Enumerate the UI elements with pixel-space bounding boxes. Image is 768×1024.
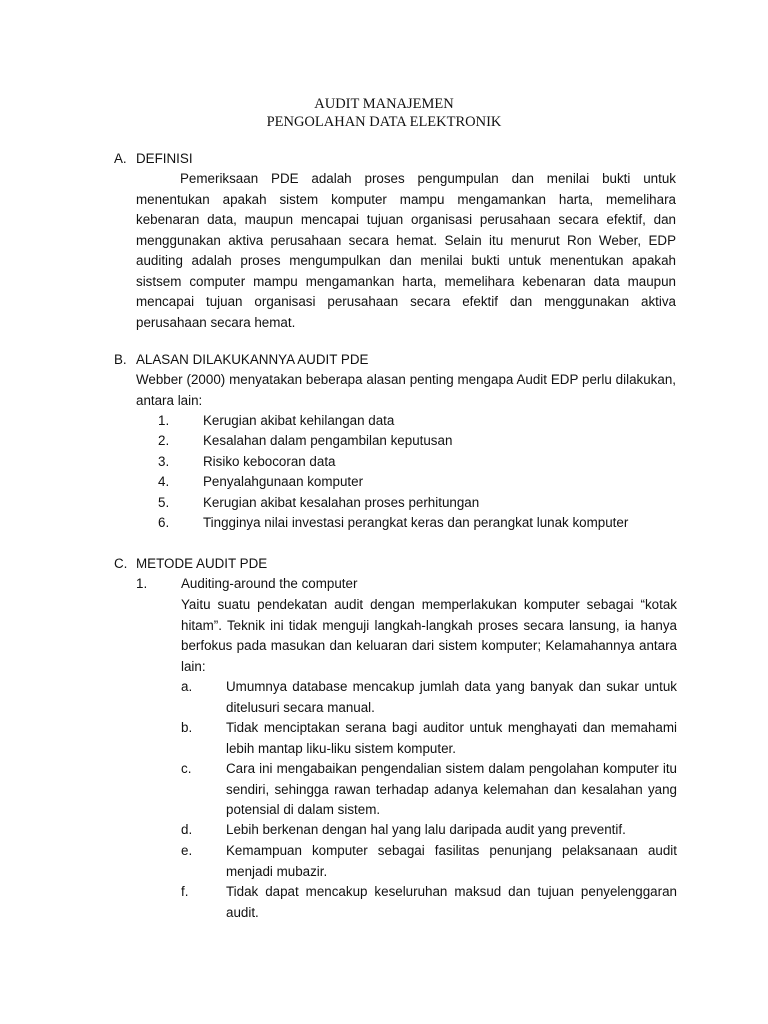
- list-text: Penyalahgunaan komputer: [203, 474, 364, 489]
- list-text: Tingginya nilai investasi perangkat keras dan perangkat lunak komputer: [203, 515, 629, 530]
- list-text: Kesalahan dalam pengambilan keputusan: [203, 433, 453, 448]
- section-title: ALASAN DILAKUKANNYA AUDIT PDE: [136, 352, 369, 367]
- paragraph-text: Pemeriksaan PDE adalah proses pengumpulan dan menilai bukti untuk menentukan apakah sistem komputer mampu mengamankan harta, memelihara kebenaran data, maupun mencapai tujuan organisasi perusahaan secara efektif, dan menggunakan aktiva perusahaan secara hemat. Selain itu menurut Ron Weber, EDP auditing adalah proses mengumpulkan dan menilai bukti untuk menentukan apakah sistsem computer mampu mengamankan harta, memelihara kebenaran data maupun mencapai tujuan organisasi perusahaan secara efektif dan menggunakan aktiva perusahaan secara hemat.: [136, 171, 676, 330]
- section-letter: B.: [114, 352, 127, 367]
- list-number: 2.: [158, 433, 170, 448]
- section-title: DEFINISI: [136, 151, 193, 166]
- sub-list-letter: b.: [181, 720, 193, 735]
- method-number: 1.: [136, 576, 148, 591]
- section-c-heading: [114, 554, 267, 575]
- sub-list-text: Lebih berkenan dengan hal yang lalu daripada audit yang preventif.: [226, 822, 626, 837]
- section-letter: C.: [114, 556, 128, 571]
- list-number: 6.: [158, 515, 170, 530]
- section-letter: A.: [114, 151, 127, 166]
- sub-list-text: Tidak dapat mencakup keseluruhan maksud dan tujuan penyelenggaran audit.: [226, 884, 677, 920]
- list-number: 1.: [158, 413, 170, 428]
- sub-list-letter: e.: [181, 843, 193, 858]
- list-text: Kerugian akibat kehilangan data: [203, 413, 395, 428]
- list-number: 4.: [158, 474, 170, 489]
- list-text: Risiko kebocoran data: [203, 454, 336, 469]
- method-title: Auditing-around the computer: [181, 576, 358, 591]
- section-a-paragraph: [136, 169, 676, 333]
- section-a-heading: [114, 149, 193, 170]
- sub-list-letter: f.: [181, 884, 189, 899]
- section-b-intro: Webber (2000) menyatakan beberapa alasan penting mengapa Audit EDP perlu dilakukan, antara lain:: [136, 372, 676, 408]
- sub-list-text: Cara ini mengabaikan pengendalian sistem dalam pengolahan komputer itu sendiri, sehingga rawan terhadap adanya kelemahan dan kesalahan yang potensial di dalam sistem.: [226, 761, 677, 817]
- list-text: Kerugian akibat kesalahan proses perhitungan: [203, 495, 480, 510]
- sub-list-letter: c.: [181, 761, 192, 776]
- sub-list-text: Umumnya database mencakup jumlah data yang banyak dan sukar untuk ditelusuri secara manual.: [226, 679, 677, 715]
- sub-list-letter: a.: [181, 679, 193, 694]
- sub-list-text: Kemampuan komputer sebagai fasilitas penunjang pelaksanaan audit menjadi mubazir.: [226, 843, 677, 879]
- list-number: 5.: [158, 495, 170, 510]
- method-description: Yaitu suatu pendekatan audit dengan memperlakukan komputer sebagai “kotak hitam”. Teknik ini tidak menguji langkah-langkah proses secara lansung, ia hanya berfokus pada masukan dan keluaran dari sistem komputer; Kelamahannya antara lain:: [181, 597, 677, 674]
- list-number: 3.: [158, 454, 170, 469]
- section-b-heading: [114, 350, 368, 371]
- section-title: METODE AUDIT PDE: [136, 556, 268, 571]
- sub-list-text: Tidak menciptakan serana bagi auditor untuk menghayati dan memahami lebih mantap liku-liku sistem komputer.: [226, 720, 677, 756]
- document-title-line-2: PENGOLAHAN DATA ELEKTRONIK: [266, 114, 502, 130]
- sub-list-letter: d.: [181, 822, 193, 837]
- document-title-line-1: AUDIT MANAJEMEN: [314, 96, 454, 112]
